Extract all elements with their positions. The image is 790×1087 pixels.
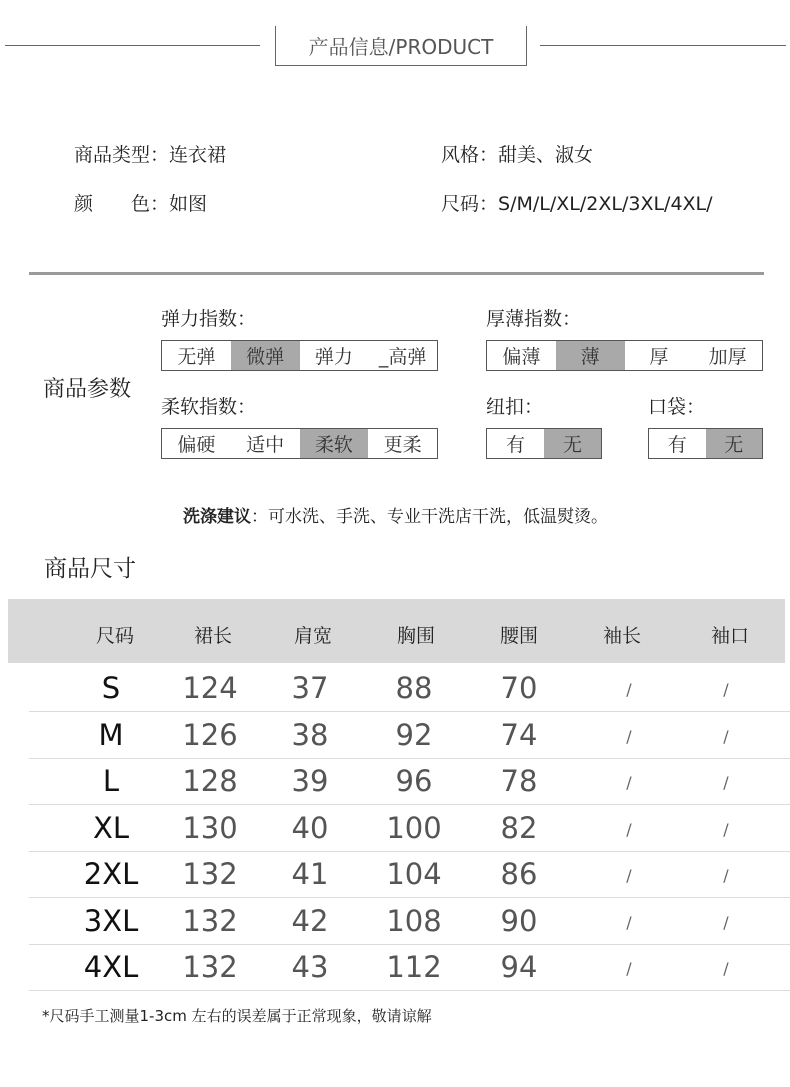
pockets-option: 有 xyxy=(667,434,687,456)
product-color xyxy=(74,189,207,216)
header-line-left xyxy=(5,45,260,46)
size-table-header-cell: 腰围 xyxy=(499,625,539,647)
size-table-header-cell: 肩宽 xyxy=(293,625,333,647)
measurement-cell: / xyxy=(626,773,632,792)
softness-scale xyxy=(161,428,438,459)
wash-advice-text: ：可水洗、手洗、专业干洗店干洗，低温熨烫。 xyxy=(251,507,608,527)
table-row xyxy=(29,758,790,805)
pockets-option: 无 xyxy=(706,429,763,458)
size-cell: S xyxy=(101,671,121,705)
section-divider xyxy=(29,272,764,275)
product-sizes-label: 尺码： xyxy=(441,193,499,215)
measurement-cell: 78 xyxy=(500,764,538,798)
header-line-right xyxy=(540,45,786,46)
size-table-header-cell: 袖口 xyxy=(710,625,750,647)
product-style xyxy=(441,140,593,167)
measurement-cell: 74 xyxy=(500,717,538,752)
measurement-cell: 128 xyxy=(182,764,238,798)
pockets-label: 口袋： xyxy=(648,396,706,418)
measurement-cell: / xyxy=(626,959,632,978)
pockets-scale xyxy=(648,428,763,459)
wash-advice-label: 洗涤建议 xyxy=(183,507,251,527)
size-cell: M xyxy=(98,717,124,752)
product-color-label: 颜 色： xyxy=(74,193,170,215)
elasticity-option: _高弹 xyxy=(378,346,427,368)
product-sizes xyxy=(441,189,713,216)
size-cell: XL xyxy=(92,810,130,845)
elasticity-scale xyxy=(161,340,438,371)
measurement-cell: 38 xyxy=(291,717,329,752)
size-section-title: 商品尺寸 xyxy=(44,556,136,582)
product-type xyxy=(74,140,226,167)
measurement-cell: 39 xyxy=(291,764,329,798)
buttons-scale xyxy=(486,428,602,459)
thickness-option: 加厚 xyxy=(708,346,747,368)
size-table-header-cell: 尺码 xyxy=(95,625,135,647)
measurement-cell: 88 xyxy=(395,671,433,705)
params-title: 商品参数 xyxy=(43,377,132,402)
elasticity-option: 微弹 xyxy=(231,341,300,370)
measurement-cell: 132 xyxy=(182,903,238,938)
measurement-cell: 124 xyxy=(182,671,238,705)
size-cell: 3XL xyxy=(83,903,139,938)
measurement-cell: 40 xyxy=(291,810,329,845)
thickness-option: 薄 xyxy=(556,341,625,370)
measurement-cell: 82 xyxy=(500,810,538,845)
measurement-cell: / xyxy=(723,912,729,932)
measurement-cell: / xyxy=(723,959,729,978)
thickness-scale xyxy=(486,340,763,371)
measurement-cell: 90 xyxy=(500,903,538,938)
measurement-cell: 132 xyxy=(182,857,238,891)
buttons-option: 有 xyxy=(505,434,525,456)
measurement-cell: 86 xyxy=(500,857,538,891)
measurement-cell: 37 xyxy=(291,671,329,705)
buttons-label: 纽扣： xyxy=(486,396,544,418)
measurement-cell: 100 xyxy=(386,810,442,845)
thickness-option: 厚 xyxy=(649,346,669,368)
measurement-cell: 112 xyxy=(386,950,442,984)
table-row xyxy=(29,665,790,712)
product-color-value: 如图 xyxy=(169,193,208,215)
measurement-cell: 130 xyxy=(182,810,238,845)
table-row xyxy=(29,712,790,759)
measurement-cell: / xyxy=(723,819,729,839)
measurement-cell: 41 xyxy=(291,857,329,891)
measurement-cell: / xyxy=(723,726,729,746)
measurement-cell: 43 xyxy=(291,950,329,984)
table-row xyxy=(29,944,790,991)
measurement-cell: / xyxy=(626,726,632,746)
measurement-note: *尺码手工测量1-3cm 左右的误差属于正常现象，敬请谅解 xyxy=(42,1007,432,1025)
softness-option: 更柔 xyxy=(383,434,422,456)
product-style-value: 甜美、淑女 xyxy=(498,144,594,166)
measurement-cell: 104 xyxy=(386,857,442,891)
measurement-cell: / xyxy=(626,819,632,839)
thickness-label: 厚薄指数： xyxy=(486,308,582,330)
product-sizes-value: S/M/L/XL/2XL/3XL/4XL/ xyxy=(498,193,713,215)
table-row xyxy=(29,805,790,852)
softness-option: 偏硬 xyxy=(177,434,216,456)
product-style-label: 风格： xyxy=(441,144,499,166)
size-cell: 4XL xyxy=(83,950,139,984)
size-cell: L xyxy=(102,764,120,798)
softness-label: 柔软指数： xyxy=(161,396,257,418)
size-table-header-cell: 袖长 xyxy=(602,625,642,647)
size-table-header-cell: 裙长 xyxy=(193,625,233,647)
elasticity-label: 弹力指数： xyxy=(161,308,257,330)
measurement-cell: / xyxy=(626,912,632,932)
wash-advice xyxy=(183,502,608,527)
thickness-option: 偏薄 xyxy=(502,346,541,368)
measurement-cell: / xyxy=(723,773,729,792)
measurement-cell: 132 xyxy=(182,950,238,984)
size-table-header-cell: 胸围 xyxy=(396,625,436,647)
measurement-cell: 126 xyxy=(182,717,238,752)
measurement-cell: / xyxy=(723,866,729,885)
elasticity-option: 无弹 xyxy=(177,346,216,368)
table-row xyxy=(29,898,790,945)
softness-option: 柔软 xyxy=(300,429,369,458)
elasticity-option: 弹力 xyxy=(314,346,353,368)
product-type-label: 商品类型： xyxy=(74,144,170,166)
section-title: 产品信息/PRODUCT xyxy=(308,35,494,59)
product-type-value: 连衣裙 xyxy=(169,144,227,166)
buttons-option: 无 xyxy=(544,429,601,458)
measurement-cell: 70 xyxy=(500,671,538,705)
size-table-header xyxy=(8,599,785,663)
measurement-cell: 108 xyxy=(386,903,442,938)
measurement-cell: / xyxy=(723,680,729,699)
size-cell: 2XL xyxy=(83,857,139,891)
section-title-box xyxy=(275,26,527,66)
measurement-cell: 92 xyxy=(395,717,433,752)
table-row xyxy=(29,851,790,898)
softness-option: 适中 xyxy=(246,434,285,456)
measurement-cell: / xyxy=(626,866,632,885)
measurement-cell: 94 xyxy=(500,950,538,984)
measurement-cell: 42 xyxy=(291,903,329,938)
measurement-cell: / xyxy=(626,680,632,699)
measurement-cell: 96 xyxy=(395,764,433,798)
